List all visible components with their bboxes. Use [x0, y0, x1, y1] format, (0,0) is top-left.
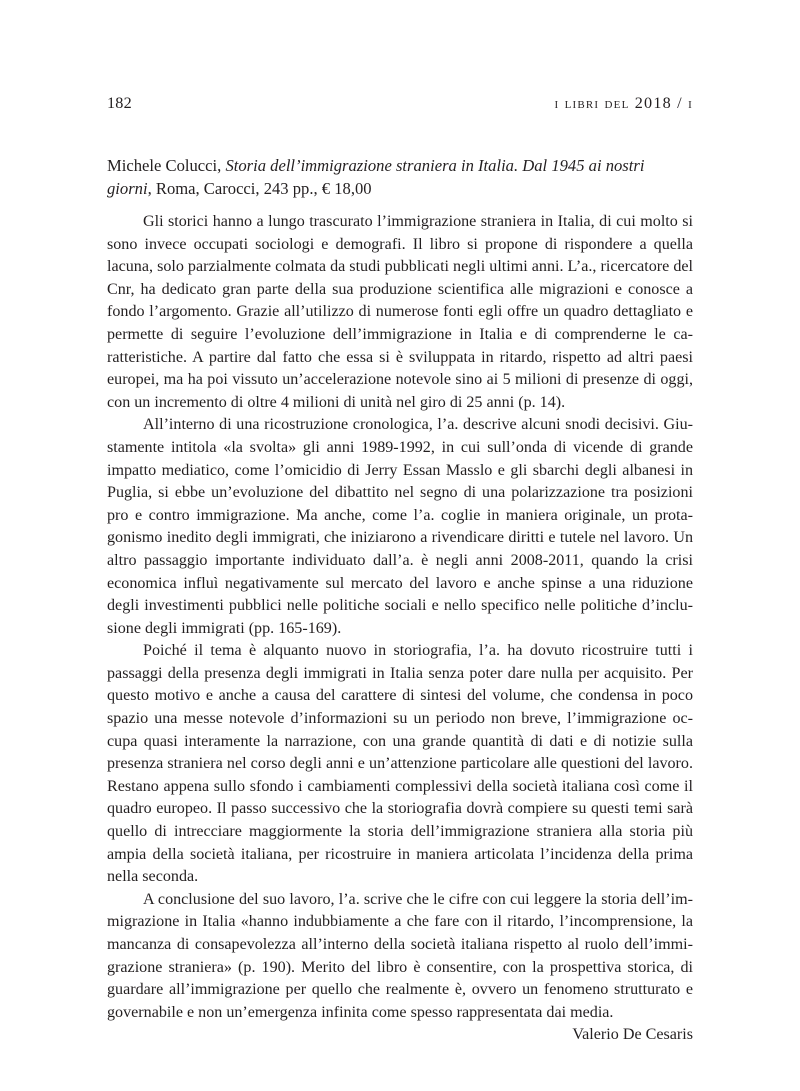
review-paragraph: Poiché il tema è alquanto nuovo in storiografia, l’a. ha dovuto ricostruire tutti i passaggi della presenza degli immigrati in Italia senza poter dare nulla per acquisito. Per questo motivo e anche a causa del carattere di sintesi del volume, che condensa in poco spazio una messe notevole d’informazioni su un periodo non breve, l’immigrazione occupa quasi interamente la narrazione, con una grande quantità di dati e di notizie sulla presenza straniera nel corso degli anni e un’attenzione particolare alle questioni del lavoro. Restano appena sullo sfondo i cambiamenti complessivi della società italiana così come il quadro europeo. Il passo successivo che la storiografia dovrà compiere su questi temi sarà quello di intrecciare maggiormente la storia dell’immigrazione straniera alla storia più ampia della società italiana, per ricostruire in maniera articolata l’incidenza della prima nella seconda.	[107, 642, 693, 886]
book-title: Storia dell’immigrazione straniera in Italia. Dal 1945 ai nostri giorni	[107, 156, 645, 198]
page-number: 182	[107, 94, 132, 112]
running-head: i libri del 2018 / i	[554, 94, 693, 112]
book-citation	[107, 155, 693, 200]
review-paragraph: A conclusione del suo lavoro, l’a. scrive che le cifre con cui leggere la storia dell’immigrazione in Italia «hanno indubbiamente a che fare con il ritardo, l’incomprensione, la mancanza di consapevolezza all’interno della società italiana rispetto al ruolo dell’immigrazione straniera» (p. 190). Merito del libro è consentire, con la prospettiva storica, di guardare all’immigrazione per quello che realmente è, ovvero un fenomeno strutturato e governabile e non un’emergenza infinita come spesso rappresentata dai media.	[107, 890, 693, 1021]
book-publication-details: , Roma, Carocci, 243 pp., € 18,00	[147, 178, 372, 198]
reviewer-signature: Valerio De Cesaris	[572, 1026, 693, 1044]
review-paragraph: All’interno di una ricostruzione cronologica, l’a. descrive alcuni snodi decisivi. Giustamente intitola «la svolta» gli anni 1989-1992, in cui sull’onda di vicende di grande impatto mediatico, come l’omicidio di Jerry Essan Masslo e gli sbarchi degli albanesi in Puglia, si ebbe un’evoluzione del dibattito nel segno di una polarizzazione tra posizioni pro e contro immigrazione. Ma anche, come l’a. coglie in maniera originale, un protagonismo inedito degli immigrati, che iniziarono a rivendicare diritti e tutele nel lavoro. Un altro passaggio importante individuato dall’a. è negli anni 2008-2011, quando la crisi economica influì negativamente sul mercato del lavoro e anche spinse a una riduzione degli investimenti pubblici nelle politiche sociali e nello specifico nelle politiche d’inclusione degli immigrati (pp. 165-169).	[107, 416, 693, 637]
page-header	[107, 94, 693, 118]
review-body	[107, 211, 693, 1047]
review-paragraph: Gli storici hanno a lungo trascurato l’immigrazione straniera in Italia, di cui molto si sono invece occupati sociologi e demografi. Il libro si propone di rispondere a quella lacuna, solo parzialmente colmata da studi pubblicati negli ultimi anni. L’a., ricercatore del Cnr, ha dedicato gran parte della sua produzione scientifica alle migrazioni e conosce a fondo l’argomento. Grazie all’utilizzo di numerose fonti egli offre un quadro dettagliato e permette di seguire l’evoluzione dell’immigrazione in Italia e di comprenderne le caratteristiche. A partire dal fatto che essa si è sviluppata in ritardo, rispetto ad altri paesi europei, ma ha poi vissuto un’accelerazione notevole sino ai 5 milioni di presenze di oggi, con un incremento di oltre 4 milioni di unità nel giro di 25 anni (p. 14).	[107, 213, 693, 411]
book-author: Michele Colucci,	[107, 156, 222, 175]
